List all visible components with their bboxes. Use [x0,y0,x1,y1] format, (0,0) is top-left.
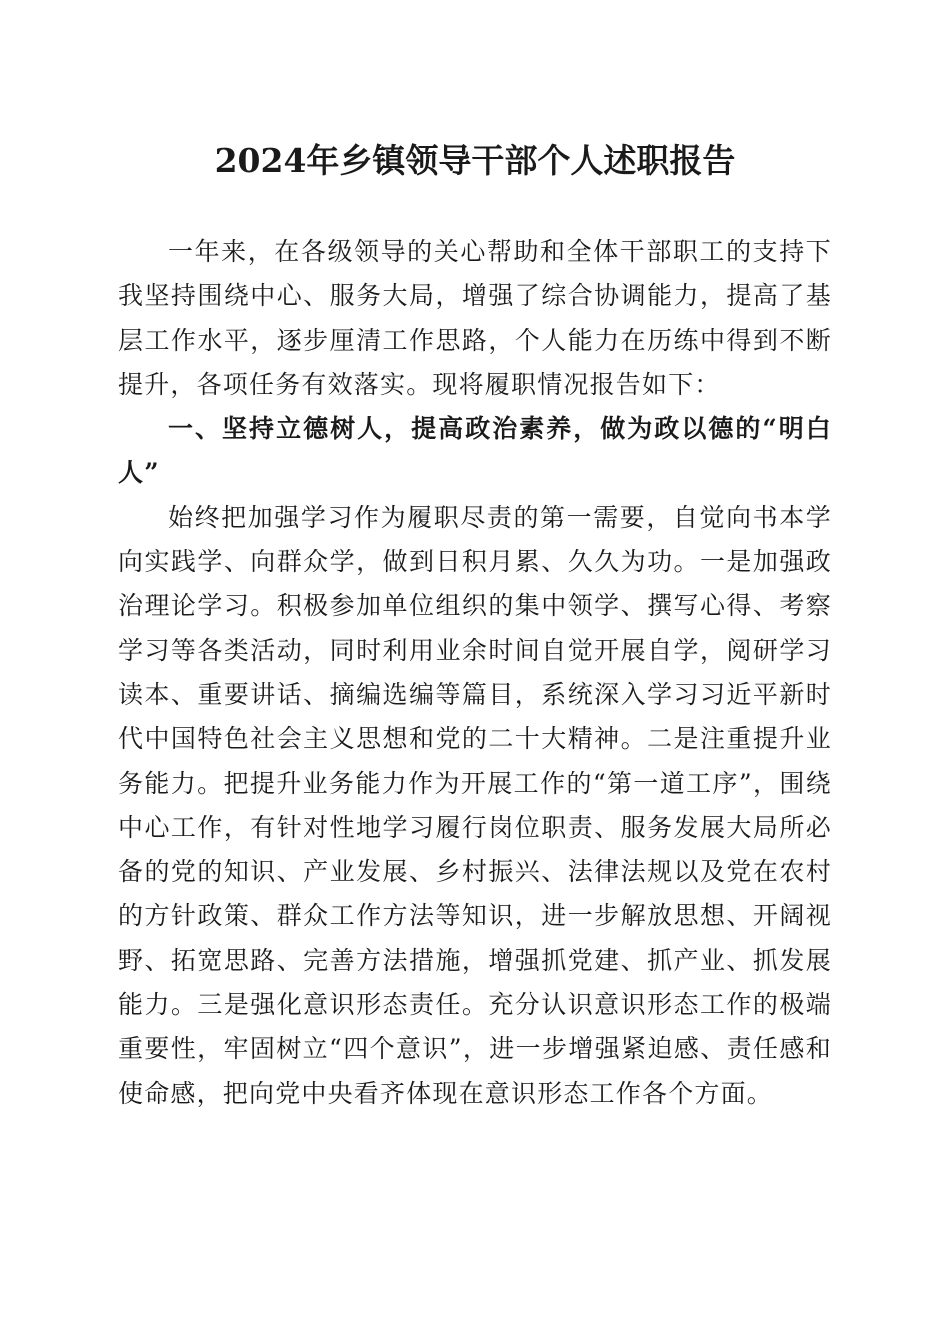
document-title: 2024年乡镇领导干部个人述职报告 [214,141,736,180]
section-1-heading: 一、坚持立德树人，提高政治素养，做为政以德的“明白人” [118,414,832,488]
intro-paragraph: 一年来，在各级领导的关心帮助和全体干部职工的支持下我坚持围绕中心、服务大局，增强了综合协调能力，提高了基层工作水平，逐步厘清工作思路，个人能力在历练中得到不断提升，各项任务有效落实。现将履职情况报告如下： [118,237,832,399]
document-body [118,230,832,1116]
section-1-paragraph: 始终把加强学习作为履职尽责的第一需要，自觉向书本学向实践学、向群众学，做到日积月累、久久为功。一是加强政治理论学习。积极参加单位组织的集中领学、撰写心得、考察学习等各类活动，同时利用业余时间自觉开展自学，阅研学习读本、重要讲话、摘编选编等篇目，系统深入学习习近平新时代中国特色社会主义思想和党的二十大精神。二是注重提升业务能力。把提升业务能力作为开展工作的“第一道工序”，围绕中心工作，有针对性地学习履行岗位职责、服务发展大局所必备的党的知识、产业发展、乡村振兴、法律法规以及党在农村的方针政策、群众工作方法等知识，进一步解放思想、开阔视野、拓宽思路、完善方法措施，增强抓党建、抓产业、抓发展能力。三是强化意识形态责任。充分认识意识形态工作的极端重要性，牢固树立“四个意识”，进一步增强紧迫感、责任感和使命感，把向党中央看齐体现在意识形态工作各个方面。 [118,502,832,1108]
